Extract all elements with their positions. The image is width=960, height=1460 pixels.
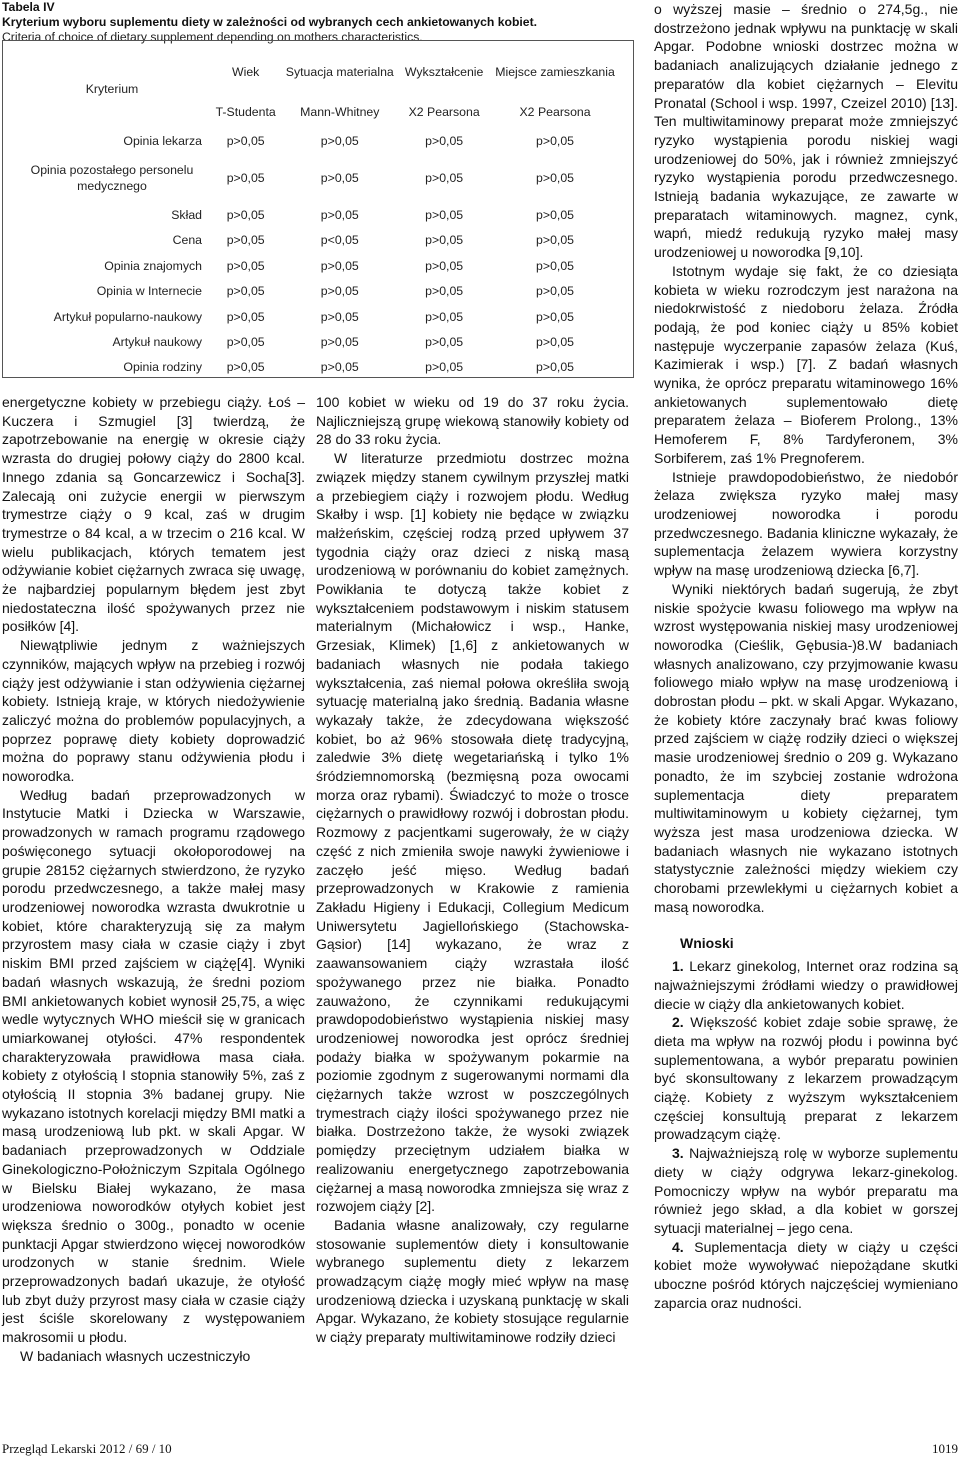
conclusion-item [654, 1013, 958, 1144]
table-row [22, 202, 622, 227]
conclusion-text: Najważniejszą rolę w wyborze suplementu diety w ciąży odgrywa lekarz-ginekolog. Pomocniczy wpływ na wybór preparatu ma również jego skład, a dla kobiet w gorszej sytuacji materialnej – jego cena. [654, 1145, 958, 1236]
table-row [22, 279, 622, 304]
conclusion-number: 1. [672, 958, 684, 975]
paragraph: W literaturze przedmiotu dostrzec można związek między stanem cywilnym przyszłej matki a przebiegiem ciąży i rozwojem płodu. Według Skałby i wsp. [1] kobiety nie będące w związku małżeńskim, częściej rodzą przed upływem 37 tygodnia ciąży oraz dzieci z niską masą urodzeniową w porównaniu do kobiet zamężnych. Powikłania te dotyczą także kobiet z wykształceniem podstawowym i niskim statusem materialnym (Michałowicz i wsp., Hanke, Grzesiak, Klimek) [1,6] z ankietowanych w badaniach własnych nie podała takiego wykształcenia, zaś niemal połowa określiła swoją sytuację materialną jako średnią. Badania własne wykazały także, że zdecydowana większość kobiet, bo aż 96% stosowała dietę tradycyjną, zaledwie 3% dietę wegetariańską i tylko 1% śródziemnomorską (bezmięsną poza owocami morza oraz rybami). Świadczyć to może o trosce ciężarnych o prawidłowy rozwój i dobrostan płodu. Rozmowy z pacjentkami sugerowały, że w ciąży część z nich zmieniła swoje nawyki żywieniowe i zaczęło jeść mięso. Według badań przeprowadzonych w Krakowie z ramienia Zakładu Higieny i Edukacji, Collegium Medicum Uniwersytetu Jagiellońskiego (Stachowska-Gąsior) [14] wykazano, że wraz z zaawansowaniem ciąży wzrastała ilość spożywanego przez nie białka. Ponadto zauważono, że czynnikami redukującymi prawdopodobieństwo wystąpienia niskiej masy urodzeniowej noworodka jest oprócz średniej podaży białka w spożywanym pokarmie na poziomie zgodnym z sugerowanymi normami dla ciężarnych także wzrost w poszczególnych trymestrach ciąży ilości spożywanego przez nie białka. Dostrzeżono także, że wysoki związek pomiędzy przeciętnym udziałem białka w realizowaniu energetycznego zapotrzebowania ciężarnej a masą noworodka zmniejsza się wraz z rozwojem ciąży [2]. [316, 450, 629, 1215]
row-label: Opinia w Internecie [96, 284, 202, 299]
row-label: Opinia pozostałego personelu medycznego [30, 162, 194, 193]
row-label: Artykuł popularno-naukowy [53, 309, 202, 324]
cell: p>0,05 [425, 360, 464, 375]
cell: p<0,05 [320, 233, 359, 248]
col-header-residence: Miejsce zamieszkania [495, 65, 615, 79]
table-row [22, 128, 622, 153]
cell: p>0,05 [536, 233, 575, 248]
row-label: Opinia rodziny [123, 360, 202, 375]
conclusions-heading: Wnioski [680, 935, 734, 952]
cell: p>0,05 [320, 133, 359, 148]
cell: p>0,05 [226, 360, 265, 375]
conclusion-item [654, 1238, 958, 1313]
criteria-table [22, 50, 622, 380]
cell: p>0,05 [536, 133, 575, 148]
cell: p>0,05 [536, 335, 575, 350]
text-column-3 [654, 0, 958, 1313]
cell: p>0,05 [425, 133, 464, 148]
paragraph: Badania własne analizowały, czy regularne stosowanie suplementów diety i konsultowanie wybranego suplementu diety z lekarzem prowadzącym ciążę mogły mieć wpływ na masę urodzeniową dziecka i uzyskaną punktację w skali Apgar. Wykazano, że kobiety stosujące regularnie w ciąży preparaty multiwitaminowe rodziły dzieci [316, 1216, 629, 1346]
cell: p>0,05 [226, 208, 265, 223]
table-row [22, 329, 622, 354]
test-name: X2 Pearsona [408, 104, 480, 119]
table-row [22, 153, 622, 202]
cell: p>0,05 [320, 335, 359, 350]
row-label: Opinia lekarza [123, 133, 202, 148]
conclusion-text: Większość kobiet zdaje sobie sprawę, że dieta ma wpływ na rozwój płodu i powinna być suplementowana, a wybór preparatu powinien być skonsultowany z lekarzem prowadzącym ciążę. Kobiety z wyższym wykształceniem częściej konsultują preparat z lekarzem prowadzącym ciążę. [654, 1014, 959, 1143]
text-column-1 [2, 393, 305, 1366]
table-header-row [22, 50, 622, 95]
page-number: 1019 [932, 1441, 958, 1456]
paragraph: W badaniach własnych uczestniczyło [20, 1347, 251, 1364]
table-title-en: Criteria of choice of dietary supplement depending on mothers characteristics. [2, 30, 423, 44]
conclusion-text: Suplementacja diety w ciąży u części kobiet może wywoływać niepożądane skutki uboczne pośród których najczęściej wymieniano zaparcia oraz nudności. [654, 1238, 959, 1311]
col-header-education: Wykształcenie [404, 65, 484, 79]
cell: p>0,05 [536, 208, 575, 223]
conclusion-number: 4. [672, 1238, 684, 1255]
cell: p>0,05 [320, 360, 359, 375]
conclusion-number: 3. [672, 1145, 684, 1162]
cell: p>0,05 [536, 170, 575, 185]
paragraph: Niewątpliwie jednym z ważniejszych czynników, mających wpływ na przebieg i rozwój ciąży jest odżywianie i stan odżywienia ciężarnej kobiety. Istnieją kraje, w których niedożywienie zaliczyć można do problemów populacyjnych, a poprzez poprawę diety kobiety doprowadzić można do poprawy stanu odżywienia płodu i noworodka. [2, 637, 305, 785]
page-footer [2, 1441, 958, 1457]
cell: p>0,05 [320, 309, 359, 324]
test-name: X2 Pearsona [519, 104, 591, 119]
table-row [22, 304, 622, 329]
cell: p>0,05 [536, 309, 575, 324]
cell: p>0,05 [226, 233, 265, 248]
cell: p>0,05 [320, 258, 359, 273]
cell: p>0,05 [226, 309, 265, 324]
paragraph: Wyniki niektórych badań sugerują, że zbyt niskie spożycie kwasu foliowego ma wpływ na wzrost występowania niskiej masy urodzeniowej noworodka (Cieślik, Gębusia-)8.W badaniach własnych analizowano, czy przyjmowanie kwasu foliowego miało wpływ na masę urodzeniową i dobrostan płodu – pkt. w skali Apgar. Wykazano, że kobiety które zaczynały brać kwas foliowy przed zajściem w ciążę rodziły dzieci o większej masie urodzeniowej średnio o 209 g. Wykazano ponadto, że im szybciej zostanie wdrożona suplementacja diety preparatem multiwitaminowym u kobiety ciężarnej, tym wyższa jest masa urodzeniowa dziecka. W badaniach własnych nie wykazano istotnych statystycznie zależności między wiekiem czy chorobami przewlekłymi u ciężarnych kobiet a masą noworodka. [654, 580, 958, 915]
cell: p>0,05 [425, 335, 464, 350]
cell: p>0,05 [425, 309, 464, 324]
conclusion-number: 2. [672, 1014, 684, 1031]
paragraph: energetyczne kobiety w przebiegu ciąży. Łoś – Kuczera i Szmugiel [3] twierdzą, że zapotrzebowanie na energię w okresie ciąży wzrasta do drugiej połowy ciąży do 2800 kcal. Innego zdania są Goncarzewicz i Socha[3]. Zalecają oni zużycie energii w pierwszym trymestrze ciąży o 9 kcal, zaś w drugim trymestrze o 84 kcal, a w trzecim o 216 kcal. W wielu publikacjach, których tematem jest odżywianie kobiet ciężarnych zwraca się uwagę, że najbardziej popularnym błędem jest zbyt niedostateczna ilość spożywanych przez nie posiłków [4]. [2, 394, 305, 635]
cell: p>0,05 [425, 208, 464, 223]
row-label: Opinia znajomych [104, 258, 202, 273]
cell: p>0,05 [226, 258, 265, 273]
row-label: Skład [171, 208, 202, 223]
cell: p>0,05 [226, 335, 265, 350]
cell: p>0,05 [226, 284, 265, 299]
journal-citation: Przegląd Lekarski 2012 / 69 / 10 [2, 1441, 172, 1456]
criterion-header: Kryterium [85, 81, 139, 96]
text-column-2 [316, 393, 629, 1347]
paragraph: Istotnym wydaje się fakt, że co dziesiąta kobieta w wieku rozrodczym jest narażona na niedokrwistość z niedoboru żelaza. Źródła podają, że pod koniec ciąży u 85% kobiet następuje wyczerpanie zapasów żelaza (Kuś, Kazimierak i wsp.) [7]. Z badań własnych wynika, że oprócz preparatu witaminowego 16% ankietowanych suplementowało dietę preparatem żelaza – Bioferem Prolong., 13% Hemoferem F, 8% Tardyferonem, 3% Sorbiferem, zaś 1% Pregnoferem. [654, 262, 958, 466]
paragraph: Istnieje prawdopodobieństwo, że niedobór żelaza zwiększa ryzyko małej masy urodzeniowej noworodka i porodu przedwczesnego. Badania kliniczne wykazały, że suplementacja żelazem wywiera korzystny wpływ na masę urodzeniową dziecka [6,7]. [654, 468, 959, 579]
conclusion-item [654, 957, 958, 1013]
cell: p>0,05 [226, 170, 265, 185]
conclusion-text: Lekarz ginekolog, Internet oraz rodzina są najważniejszymi źródłami wiedzy o prawidłowej diecie w ciąży dla ankietowanych kobiet. [654, 958, 958, 1012]
cell: p>0,05 [320, 170, 359, 185]
test-name: Mann-Whitney [300, 104, 380, 119]
paragraph: 100 kobiet w wieku od 19 do 37 roku życia. Najliczniejszą grupę wiekową stanowiły kobiety od 28 do 33 roku życia. [316, 394, 629, 448]
table-row [22, 228, 622, 253]
cell: p>0,05 [536, 258, 575, 273]
col-header-material: Sytuacja materialna [285, 65, 394, 79]
cell: p>0,05 [425, 170, 464, 185]
col-header-age: Wiek [232, 65, 260, 79]
row-label: Artykuł naukowy [112, 335, 202, 350]
table-caption [2, 0, 642, 45]
test-name: T-Studenta [215, 104, 276, 119]
table-row [22, 355, 622, 380]
table-label: Tabela IV [2, 0, 55, 14]
row-label: Cena [172, 233, 202, 248]
cell: p>0,05 [425, 233, 464, 248]
table-title-pl: Kryterium wyboru suplementu diety w zależności od wybranych cech ankietowanych kobiet. [2, 15, 538, 29]
cell: p>0,05 [536, 284, 575, 299]
cell: p>0,05 [226, 133, 265, 148]
conclusion-item [654, 1144, 958, 1238]
cell: p>0,05 [536, 360, 575, 375]
paragraph: Według badań przeprowadzonych w Instytucie Matki i Dziecka w Warszawie, prowadzonych w ramach programu rządowego poświęconego sytuacji okołoporodowej na grupie 28152 ciężarnych stwierdzono, że ryzyko porodu przedwczesnego, a także małej masy urodzeniowej noworodka wzrasta dwukrotnie u kobiet, które charakteryzują się za małym przyrostem masy ciała w czasie ciąży i zbyt niskim BMI przed zajściem w ciążę[4]. Wyniki badań własnych wskazują, że średni poziom BMI ankietowanych kobiet wynosił 25,75, a więc wedle wytycznych WHO mieścił się w granicach umiarkowanej otyłości. 47% respondentek charakteryzowała prawidłowa masa ciała. kobiety z otyłością I stopnia stanowiły 5%, zaś z otyłością II stopnia 3% badanej grupy. Nie wykazano istotnych korelacji między BMI matki a masą urodzeniową lub pkt. w skali Apgar. W badaniach przeprowadzonych w Oddziale Ginekologiczno-Położniczym Szpitala Ogólnego w Bielsku Białej wykazano, że masa urodzeniowa noworodków otyłych kobiet jest większa średnio o 300g., ponadto w ocenie punktacji Apgar stwierdzono więcej noworodków urodzonych w stanie średnim. Wiele przeprowadzonych badań ukazuje, że otyłość lub zbyt duży przyrost masy ciała w czasie ciąży jest ściśle skorelowany z występowaniem makrosomii u płodu. [2, 786, 305, 1346]
cell: p>0,05 [425, 284, 464, 299]
paragraph: o wyższej masie – średnio o 274,5g., nie dostrzeżono jednak wpływu na punktację w skali Apgar. Podobne wnioski dostrzec można w badaniach analizujących działanie jednego z preparatów dla kobiet ciężarnych – Elevitu Pronatal (School i wsp. 1997, Czeizel 2010) [13]. Ten multiwitaminowy preparat może zmniejszyć ryzyko wystąpienia porodu niskiej wagi urodzeniowej do 50%, jak i również zmniejszyć ryzyko wystąpienia porodu przedwczesnego. Istnieją badania wykazujące, ze zawarte w preparatach witaminowych. magnez, cynk, wapń, miedź redukują ryzyko małej masy urodzeniowej u noworodka [9,10]. [654, 1, 958, 261]
cell: p>0,05 [425, 258, 464, 273]
table-row [22, 253, 622, 278]
cell: p>0,05 [320, 284, 359, 299]
cell: p>0,05 [320, 208, 359, 223]
